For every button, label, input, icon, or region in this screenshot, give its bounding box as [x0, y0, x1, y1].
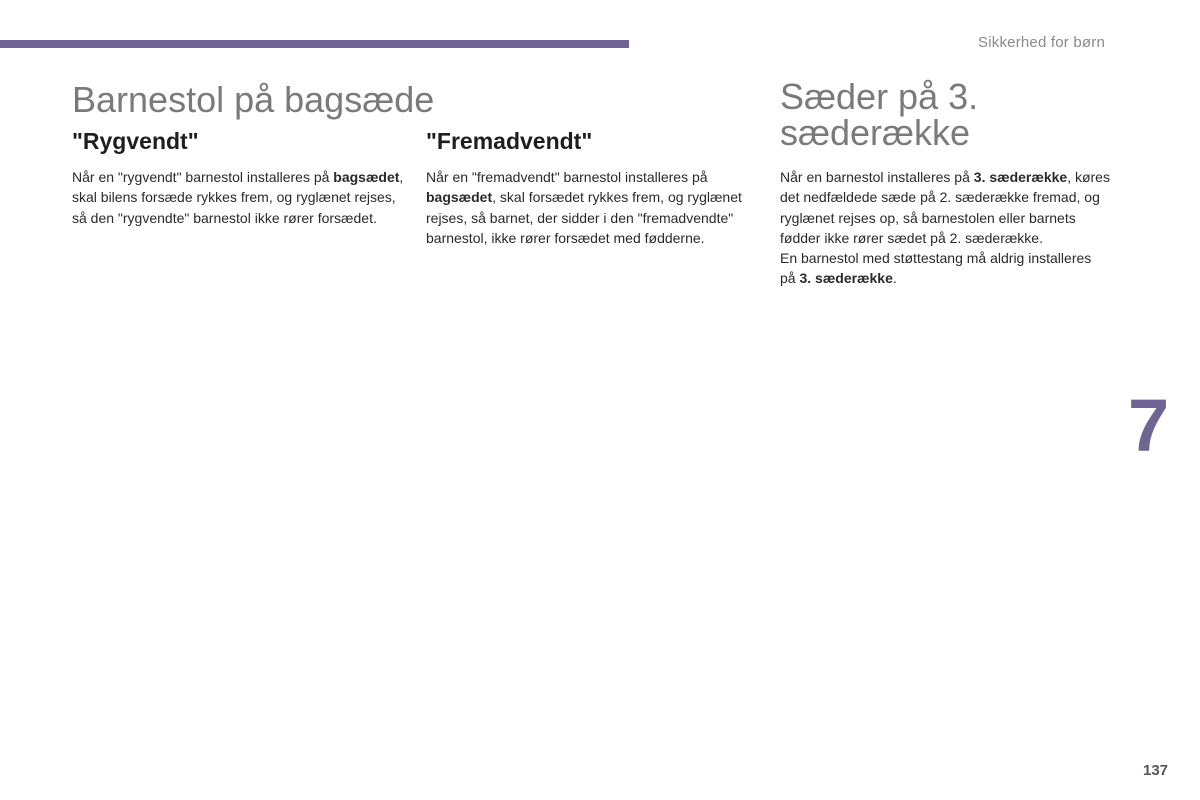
emphasis: bagsædet [426, 189, 493, 206]
header-accent-bar [0, 40, 629, 48]
page-title: Barnestol på bagsæde [72, 79, 435, 120]
emphasis: bagsædet [333, 169, 400, 185]
third-row-title: Sæder på 3. sæderække [780, 76, 979, 153]
running-header: Sikkerhed for børn [978, 34, 1105, 51]
forward-facing-text [426, 167, 746, 248]
rear-facing-heading: "Rygvendt" [72, 128, 199, 154]
forward-facing-paragraph: Når en "fremadvendt" barnestol installeres på bagsædet, skal forsædet rykkes frem, og ryglænet rejses, så barnet, der sidder i den "fremadvendte" barnestol, ikke rører forsædet med fødderne. [426, 169, 742, 246]
third-row-paragraph-2: En barnestol med støttestang må aldrig installeres på 3. sæderække. [780, 250, 1092, 287]
third-row-paragraph-1: Når en barnestol installeres på 3. sæderække, køres det nedfældede sæde på 2. sæderække fremad, og ryglænet rejses op, så barnestolen eller barnets fødder ikke rører sædet på 2. sæderække. [780, 169, 1110, 246]
rear-facing-paragraph: Når en "rygvendt" barnestol installeres på bagsædet, skal bilens forsæde rykkes frem, og ryglænet rejses, så den "rygvendte" barnestol ikke rører forsædet. [72, 169, 404, 226]
emphasis: 3. sæderække [799, 270, 893, 287]
forward-facing-heading: "Fremadvendt" [426, 128, 593, 154]
page-number: 137 [1143, 762, 1169, 779]
chapter-number: 7 [1128, 384, 1170, 467]
emphasis: 3. sæderække [973, 169, 1068, 185]
rear-facing-text [72, 167, 407, 228]
third-row-text [780, 167, 1110, 289]
